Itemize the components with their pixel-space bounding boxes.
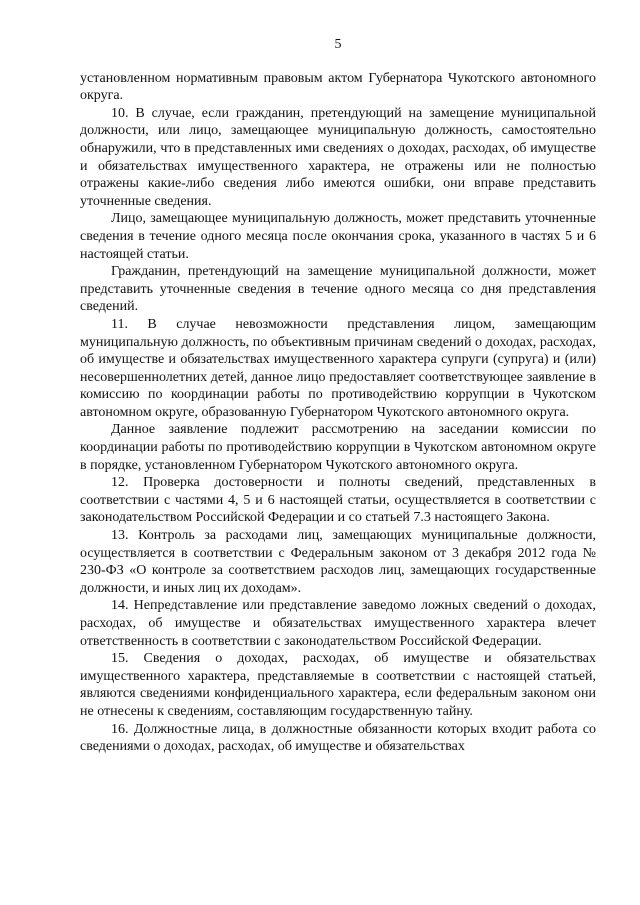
paragraph-section-11: 11. В случае невозможности представления лицом, замещающим муниципальную должность, по объективным причинам сведений о доходах, расходах, об имуществе и обязательствах имущественного характера супруги (супруга) и (или) несовершеннолетних детей, данное лицо предоставляет соответствующее заявление в комиссию по координации работы по противодействию коррупции в Чукотском автономном округе, образованную Губернатором Чукотского автономного округа. <box>80 316 596 420</box>
paragraph-section-13: 13. Контроль за расходами лиц, замещающих муниципальные должности, осуществляется в соответствии с Федеральным законом от 3 декабря 2012 года № 230-ФЗ «О контроле за соответствием расходов лиц, замещающих государственные должности, и иных лиц их доходам». <box>80 528 596 596</box>
paragraph-section-15: 15. Сведения о доходах, расходах, об имуществе и обязательствах имущественного характера, представляемые в соответствии с настоящей статьей, являются сведениями конфиденциального характера, если федеральным законом они не отнесены к сведениям, составляющим государственную тайну. <box>80 651 596 719</box>
paragraph: Лицо, замещающее муниципальную должность, может представить уточненные сведения в течение одного месяца после окончания срока, указанного в частях 5 и 6 настоящей статьи. <box>80 211 596 262</box>
paragraph-section-14: 14. Непредставление или представление заведомо ложных сведений о доходах, расходах, об имуществе и обязательствах имущественного характера влечет ответственность в соответствии с законодательством Российской Федерации. <box>80 598 596 649</box>
paragraph: Данное заявление подлежит рассмотрению на заседании комиссии по координации работы по противодействию коррупции в Чукотском автономном округе в порядке, установленном Губернатором Чукотского автономного округа. <box>80 422 596 473</box>
paragraph-section-16: 16. Должностные лица, в должностные обязанности которых входит работа со сведениями о доходах, расходах, об имуществе и обязательствах <box>80 721 596 755</box>
page-number: 5 <box>334 37 342 52</box>
paragraph-section-12: 12. Проверка достоверности и полноты сведений, представленных в соответствии с частями 4, 5 и 6 настоящей статьи, осуществляется в соответствии с законодательством Российской Федерации и со статьей 7.3 настоящего Закона. <box>80 475 596 526</box>
paragraph-section-10: 10. В случае, если гражданин, претендующий на замещение муниципальной должности, или лицо, замещающее муниципальную должность, самостоятельно обнаружили, что в представленных ими сведениях о доходах, расходах, об имуществе и обязательствах имущественного характера, не отражены или не полностью отражены какие-либо сведения либо имеются ошибки, они вправе представить уточненные сведения. <box>80 105 596 209</box>
document-body <box>80 70 596 756</box>
paragraph: Гражданин, претендующий на замещение муниципальной должности, может представить уточненные сведения в течение одного месяца со дня представления сведений. <box>80 264 596 315</box>
document-page <box>80 36 596 756</box>
paragraph: установленном нормативным правовым актом Губернатора Чукотского автономного округа. <box>80 70 596 104</box>
